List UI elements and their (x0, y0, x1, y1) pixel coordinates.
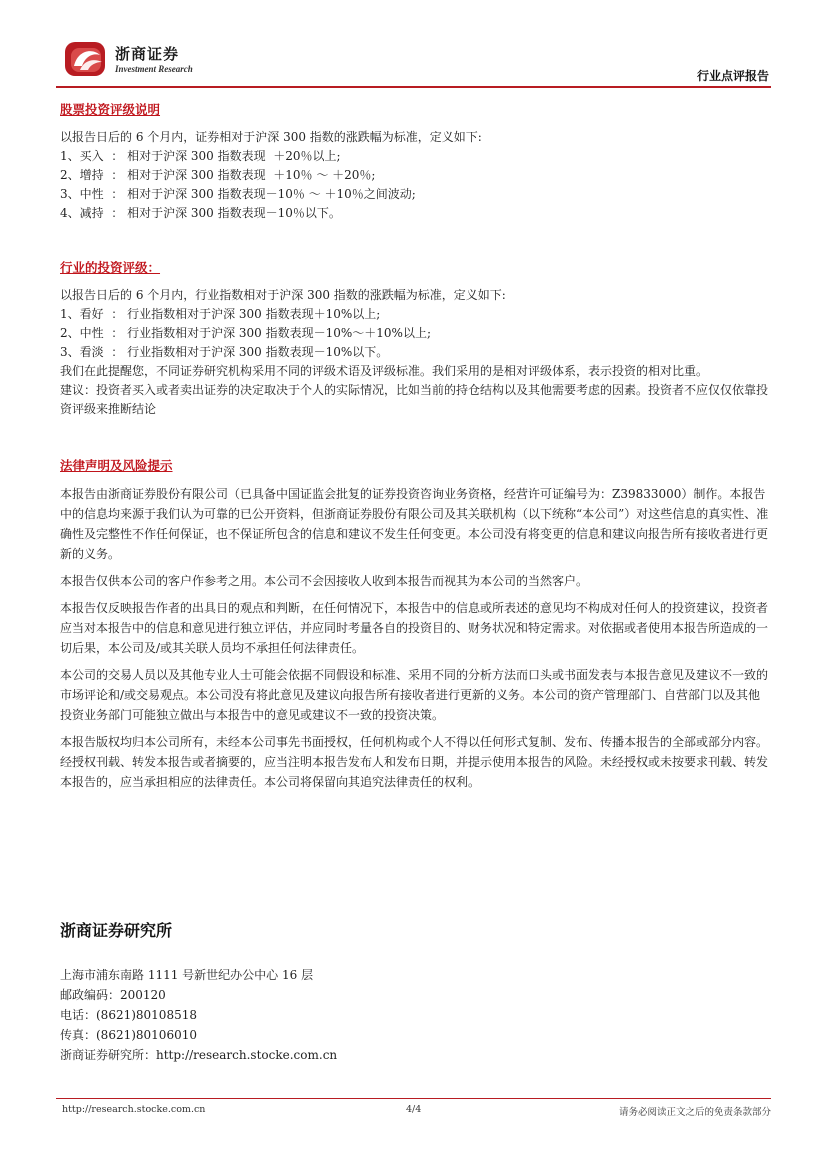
main-content (60, 100, 772, 799)
stock-rating-title: 股票投资评级说明 (60, 102, 161, 117)
industry-rating-title: 行业的投资评级： (60, 260, 161, 275)
stock-rating-item: 4、减持 ： 相对于沪深 300 指数表现－10％以下。 (60, 206, 341, 220)
document-type: 行业点评报告 (696, 69, 769, 83)
industry-rating-item: 2、中性 ： 行业指数相对于沪深 300 指数表现－10%～＋10%以上; (60, 326, 432, 340)
postcode: 邮政编码：200120 (60, 988, 166, 1002)
website-link[interactable]: 浙商证券研究所：http://research.stocke.com.cn (60, 1048, 338, 1062)
header-logo (64, 40, 244, 80)
legal-paragraph: 本报告仅供本公司的客户作参考之用。本公司不会因接收人收到本报告而视其为本公司的当然客户。 (60, 574, 589, 588)
fax: 传真：(8621)80106010 (60, 1028, 197, 1042)
legal-paragraph: 本报告由浙商证券股份有限公司（已具备中国证监会批复的证券投资咨询业务资格，经营许可证编号为：Z39833000）制作。本报告中的信息均来源于我们认为可靠的已公开资料，但浙商证券股份有限公司及其关联机构（以下统称“本公司”）对这些信息的真实性、准确性及完整性不作任何保证，也不保证所包含的信息和建议不发生任何变更。本公司没有将变更的信息和建议向报告所有接收者进行更新的义务。 (60, 487, 769, 561)
legal-paragraph: 本报告版权均归本公司所有，未经本公司事先书面授权，任何机构或个人不得以任何形式复制、发布、传播本报告的全部或部分内容。经授权刊载、转发本报告或者摘要的，应当注明本报告发布人和发布日期，并提示使用本报告的风险。未经授权或未按要求刊载、转发本报告的，应当承担相应的法律责任。本公司将保留向其追究法律责任的权利。 (60, 735, 769, 789)
industry-rating-item: 3、看淡 ： 行业指数相对于沪深 300 指数表现－10%以下。 (60, 345, 389, 359)
institute-info (60, 918, 337, 1065)
investment-suggestion: 建议：投资者买入或者卖出证券的决定取决于个人的实际情况，比如当前的持仓结构以及其他需要考虑的因素。投资者不应仅仅依靠投资评级来推断结论 (60, 383, 769, 416)
phone: 电话：(8621)80108518 (60, 1008, 197, 1022)
stock-rating-item: 1、买入 ： 相对于沪深 300 指数表现 ＋20％以上; (60, 149, 341, 163)
institute-name: 浙商证券研究所 (60, 921, 173, 940)
industry-rating-intro: 以报告日后的 6 个月内，行业指数相对于沪深 300 指数的涨跌幅为标准，定义如下: (60, 288, 506, 302)
brand-name-cn: 浙商证券 (115, 45, 180, 63)
zheshang-securities-logo-icon (64, 40, 110, 78)
footer-disclaimer: 请务必阅读正文之后的免责条款部分 (618, 1107, 771, 1118)
contact-block (60, 965, 337, 1065)
stock-rating-item: 2、增持 ： 相对于沪深 300 指数表现 ＋10％ ～ ＋20％; (60, 168, 376, 182)
header-divider (56, 86, 771, 88)
legal-body (60, 484, 772, 792)
stock-rating-intro: 以报告日后的 6 个月内，证券相对于沪深 300 指数的涨跌幅为标准，定义如下: (60, 130, 482, 144)
page-number: 4/4 (406, 1104, 422, 1115)
legal-paragraph: 本公司的交易人员以及其他专业人士可能会依据不同假设和标准、采用不同的分析方法而口头或书面发表与本报告意见及建议不一致的市场评论和/或交易观点。本公司没有将此意见及建议向报告所有接收者进行更新的义务。本公司的资产管理部门、自营部门以及其他投资业务部门可能独立做出与本报告中的意见或建议不一致的投资决策。 (60, 668, 769, 722)
industry-rating-item: 1、看好 ： 行业指数相对于沪深 300 指数表现＋10%以上; (60, 307, 381, 321)
footer-divider (56, 1098, 771, 1099)
legal-paragraph: 本报告仅反映报告作者的出具日的观点和判断，在任何情况下，本报告中的信息或所表述的意见均不构成对任何人的投资建议，投资者应当对本报告中的信息和意见进行独立评估，并应同时考量各自的投资目的、财务状况和特定需求。对依据或者使用本报告所造成的一切后果，本公司及/或其关联人员均不承担任何法律责任。 (60, 601, 769, 655)
footer-url-link[interactable]: http://research.stocke.com.cn (62, 1104, 206, 1115)
rating-reminder: 我们在此提醒您，不同证券研究机构采用不同的评级术语及评级标准。我们采用的是相对评级体系，表示投资的相对比重。 (60, 364, 709, 378)
brand-name-en: Investment Research (115, 64, 193, 74)
stock-rating-item: 3、中性 ： 相对于沪深 300 指数表现－10％ ～ ＋10％之间波动; (60, 187, 416, 201)
address: 上海市浦东南路 1111 号新世纪办公中心 16 层 (60, 968, 314, 982)
legal-title: 法律声明及风险提示 (60, 458, 173, 473)
